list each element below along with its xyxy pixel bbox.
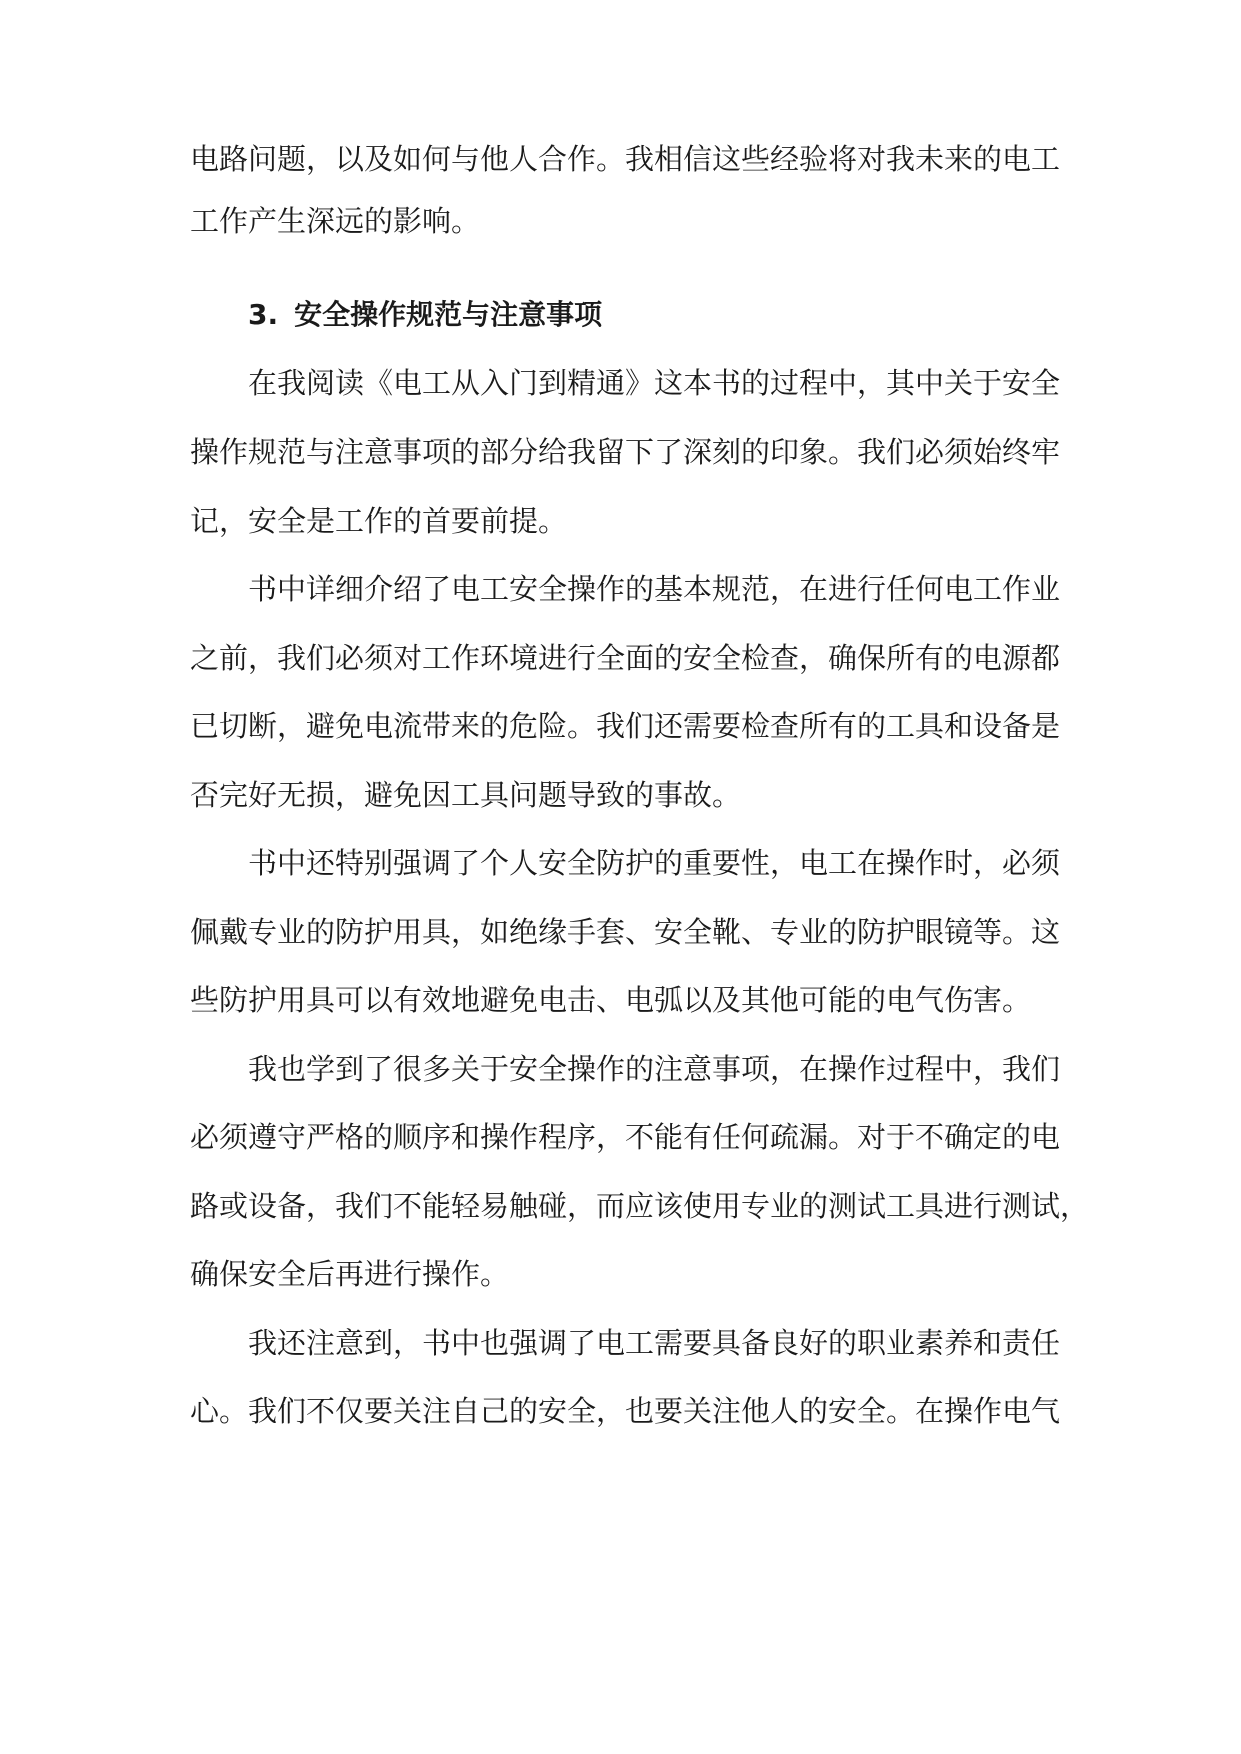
paragraph-line: 记，安全是工作的首要前提。 [190,504,568,538]
paragraph-line: 书中还特别强调了个人安全防护的重要性，电工在操作时，必须 [248,846,1061,880]
paragraph-line: 我也学到了很多关于安全操作的注意事项，在操作过程中，我们 [248,1052,1061,1086]
section-heading [248,295,1052,335]
paragraph-line: 否完好无损，避免因工具问题导致的事故。 [190,778,742,812]
paragraph-line: 已切断，避免电流带来的危险。我们还需要检查所有的工具和设备是 [190,709,1061,743]
section-number: 3. [248,298,279,331]
paragraph-line: 些防护用具可以有效地避免电击、电弧以及其他可能的电气伤害。 [190,983,1032,1017]
paragraph-line: 书中详细介绍了电工安全操作的基本规范，在进行任何电工作业 [248,572,1061,606]
paragraph-line: 我还注意到，书中也强调了电工需要具备良好的职业素养和责任 [248,1326,1061,1360]
paragraph-line: 工作产生深远的影响。 [190,204,481,238]
paragraph-line: 心。我们不仅要关注自己的安全，也要关注他人的安全。在操作电气 [190,1394,1061,1428]
paragraph-line: 电路问题，以及如何与他人合作。我相信这些经验将对我未来的电工 [190,142,1061,176]
paragraph-line: 佩戴专业的防护用具，如绝缘手套、安全靴、专业的防护眼镜等。这 [190,915,1061,949]
section-title: 安全操作规范与注意事项 [294,298,603,331]
paragraph-line: 路或设备，我们不能轻易触碰，而应该使用专业的测试工具进行测试， [190,1189,1090,1223]
paragraph-line: 之前，我们必须对工作环境进行全面的安全检查，确保所有的电源都 [190,641,1061,675]
paragraph-line: 必须遵守严格的顺序和操作程序，不能有任何疏漏。对于不确定的电 [190,1120,1061,1154]
paragraph-line: 确保安全后再进行操作。 [190,1257,510,1291]
paragraph-line: 操作规范与注意事项的部分给我留下了深刻的印象。我们必须始终牢 [190,435,1061,469]
paragraph-line: 在我阅读《电工从入门到精通》这本书的过程中，其中关于安全 [248,366,1061,400]
